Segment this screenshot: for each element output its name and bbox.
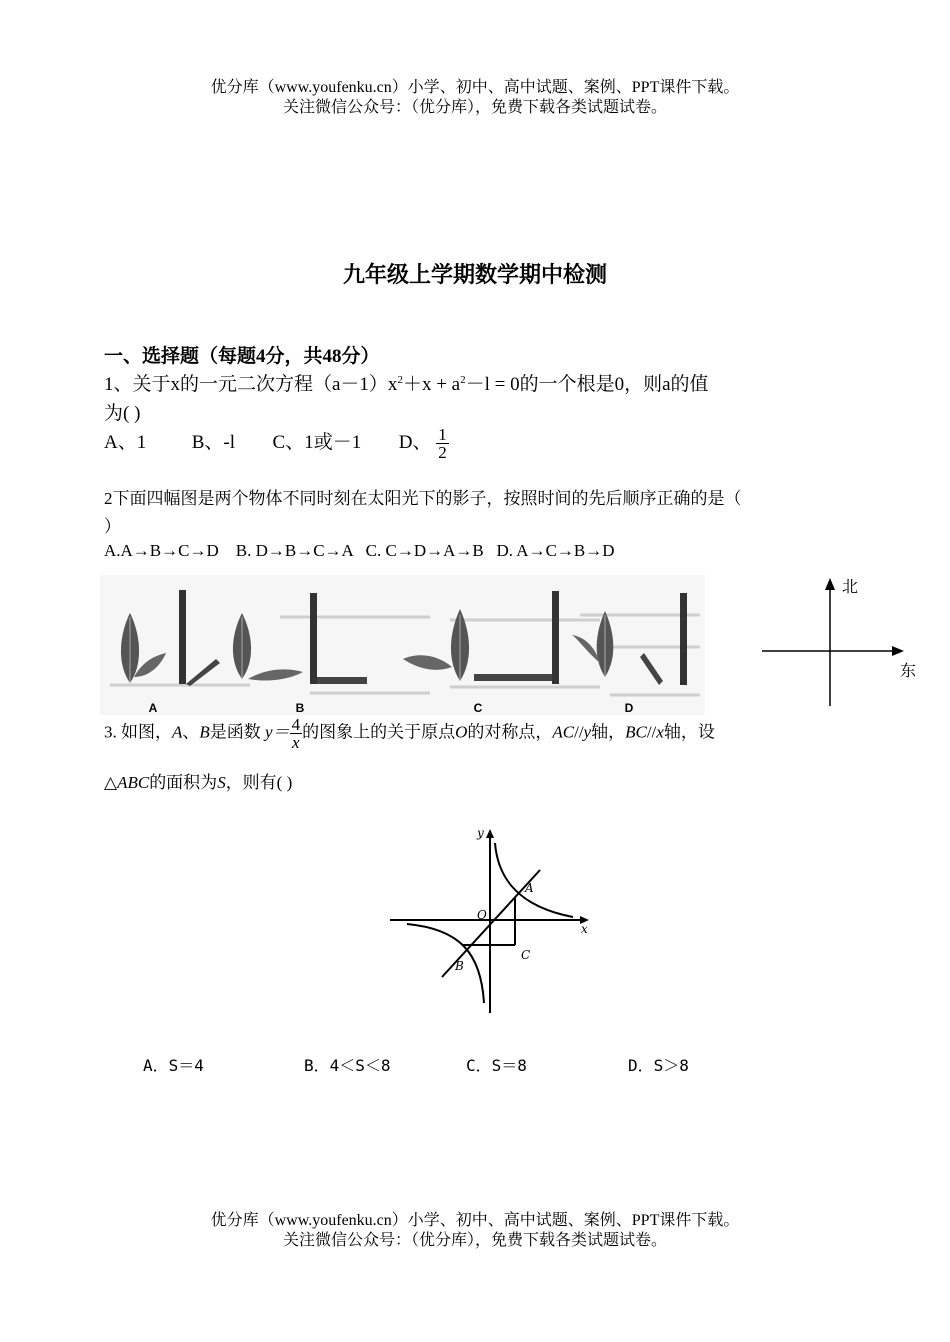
question-2-stem: 2下面四幅图是两个物体不同时刻在太阳光下的影子，按照时间的先后顺序正确的是（ bbox=[104, 489, 742, 508]
page-footer-line2: 关注微信公众号：（优分库），免费下载各类试题试卷。 bbox=[282, 1232, 667, 1249]
q3-option-d: D．S＞8 bbox=[628, 1056, 689, 1075]
compass-diagram bbox=[758, 572, 928, 712]
q3-fraction: $\frac{4}{x}$ bbox=[291, 715, 301, 752]
q3-option-b: B．4＜S＜8 bbox=[304, 1056, 391, 1075]
question-2-options: A.A→B→C→D B. D→B→C→A C. C→D→A→B D. A→C→B→D bbox=[104, 541, 615, 560]
graph-label-x: x bbox=[581, 922, 588, 936]
page-footer-line1: 优分库（www.youfenku.cn）小学、初中、高中试题、案例、PPT课件下载。 bbox=[210, 1212, 740, 1229]
y-axis-arrow-icon bbox=[486, 829, 494, 838]
section-heading: 一、选择题（每题4分，共48分） bbox=[104, 346, 380, 367]
question-1-stem-line2: 为( ) bbox=[104, 403, 141, 424]
q1-option-d-fraction: $\frac{1}{2}$ bbox=[438, 425, 447, 462]
hyperbola-graph bbox=[385, 825, 600, 1020]
graph-label-a: A bbox=[525, 881, 534, 895]
question-1-stem: 1、关于x的一元二次方程$(a-1)x^2+x + a^2-l = 0$的一个根是0，则a的值 bbox=[104, 374, 709, 395]
compass-east-label: 东 bbox=[900, 661, 917, 680]
north-arrow-icon bbox=[825, 578, 835, 590]
q1-option-d: D、 bbox=[398, 431, 432, 453]
graph-label-o: O bbox=[477, 908, 487, 922]
question-1-options bbox=[104, 426, 449, 461]
q1-option-b: B、-l bbox=[191, 431, 236, 453]
q1-option-a: A、1 bbox=[104, 431, 147, 453]
graph-label-b: B bbox=[455, 959, 464, 973]
panel-label-a: A bbox=[148, 701, 158, 715]
question-2-stem-line2: ） bbox=[104, 517, 121, 536]
panel-label-c: C bbox=[473, 701, 483, 715]
shadow-figure bbox=[100, 575, 705, 715]
hyperbola-branch-left bbox=[407, 924, 484, 1003]
question-3-stem: 3. 如图，A、B是函数 y＝ $\frac{4}{x}$ 的图象上的关于原点O的对称点，AC//y轴，BC//x轴，设 bbox=[104, 715, 715, 752]
q1-option-c: C、1或－1 bbox=[272, 431, 362, 453]
q3-option-a: A．S＝4 bbox=[143, 1056, 204, 1075]
panel-label-b: B bbox=[295, 701, 305, 715]
compass-north-label: 北 bbox=[842, 577, 859, 596]
east-arrow-icon bbox=[892, 646, 904, 656]
page-header-line2: 关注微信公众号：（优分库），免费下载各类试题试卷。 bbox=[282, 99, 667, 116]
page-header-line1: 优分库（www.youfenku.cn）小学、初中、高中试题、案例、PPT课件下载。 bbox=[210, 79, 740, 96]
panel-label-d: D bbox=[624, 701, 634, 715]
graph-label-c: C bbox=[521, 948, 531, 962]
graph-label-y: y bbox=[477, 826, 484, 840]
page-title: 九年级上学期数学期中检测 bbox=[342, 262, 607, 287]
q3-option-c: C．S＝8 bbox=[466, 1056, 527, 1075]
question-3-stem-line2: △ABC的面积为S，则有( ) bbox=[104, 773, 293, 792]
